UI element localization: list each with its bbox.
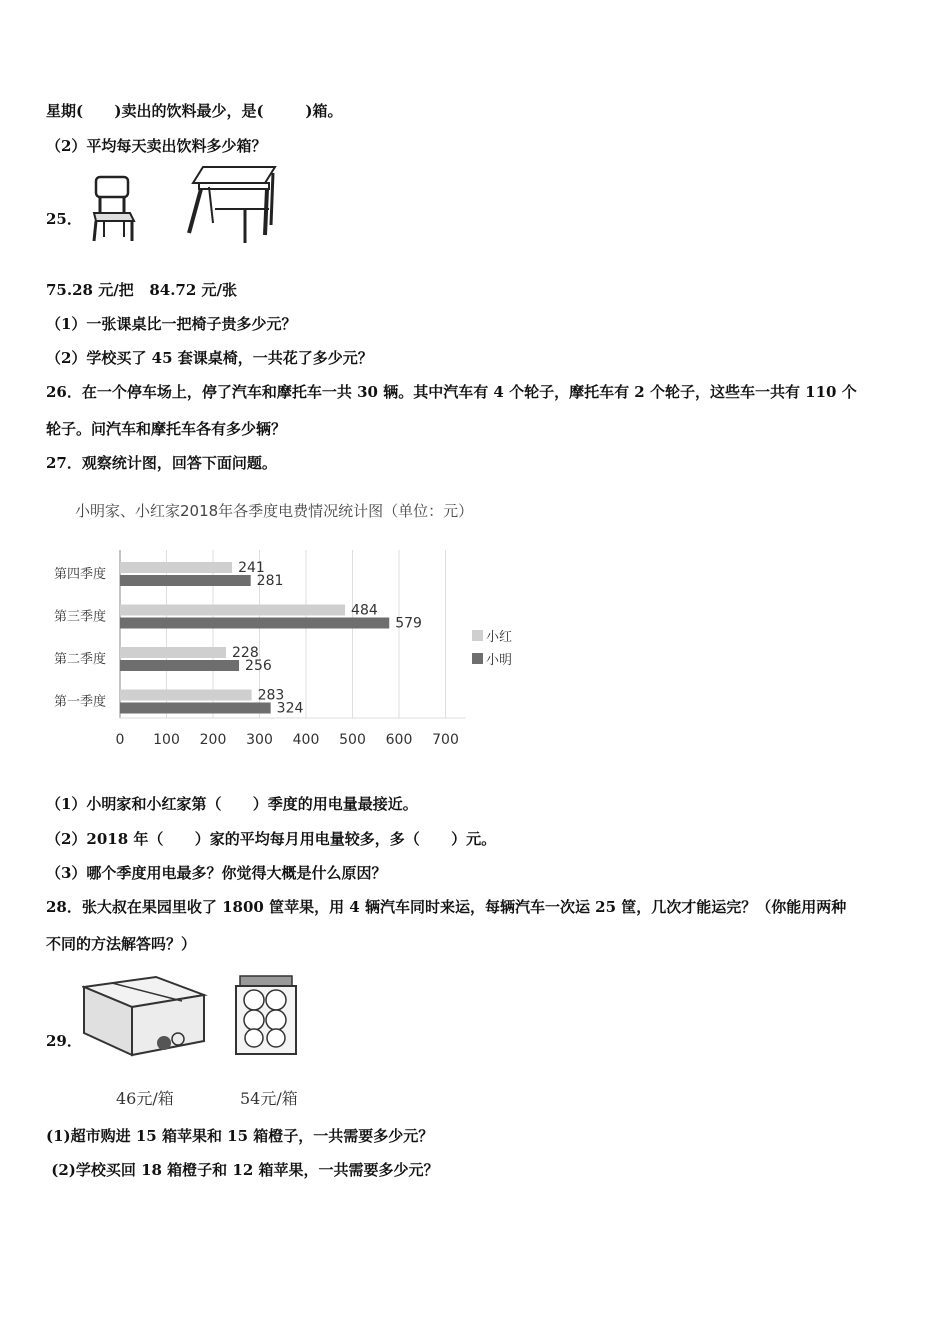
value-label: 484 — [351, 602, 378, 619]
x-tick-label: 0 — [115, 732, 125, 748]
orange-box-image — [234, 972, 298, 1060]
legend-label: 小明 — [486, 653, 513, 668]
bar-xiaoming — [120, 575, 251, 586]
x-tick-label: 100 — [153, 732, 180, 748]
apple-box-image — [82, 975, 208, 1060]
q25-prices: 75.28 元/把 84.72 元/张 — [46, 281, 238, 299]
q24-line-1: 星期( )卖出的饮料最少，是( )箱。 — [46, 102, 343, 120]
value-label: 579 — [395, 615, 422, 632]
value-label: 228 — [232, 645, 259, 661]
value-label: 324 — [276, 700, 304, 717]
q24-subquestion-2: （2）平均每天卖出饮料多少箱？ — [46, 137, 267, 155]
q28-line-1: 28．张大叔在果园里收了 1800 筐苹果，用 4 辆汽车同时来运，每辆汽车一次运 25 筐，几次才能运完？（你能用两种 — [46, 898, 847, 916]
x-tick-label: 200 — [199, 732, 227, 748]
chart-labels — [54, 560, 459, 748]
value-label: 283 — [257, 687, 285, 704]
q25-subquestion-1: （1）一张课桌比一把椅子贵多少元？ — [46, 315, 297, 333]
x-tick-label: 600 — [385, 732, 413, 748]
bar-xiaohong — [120, 605, 345, 616]
chart-bars — [120, 562, 389, 714]
bar-xiaohong — [120, 647, 226, 658]
q27-prompt: 27．观察统计图，回答下面问题。 — [46, 454, 277, 472]
value-label: 241 — [238, 560, 265, 576]
legend-label: 小红 — [486, 630, 513, 645]
legend-swatch — [472, 630, 483, 641]
category-label: 第一季度 — [54, 694, 107, 710]
q25-subquestion-2: （2）学校买了 45 套课桌椅，一共花了多少元？ — [46, 349, 373, 367]
q25-number: 25． — [46, 210, 82, 228]
apple-price: 46元/箱 — [116, 1089, 174, 1108]
chair-image — [88, 175, 138, 245]
q26-line-2: 轮子。问汽车和摩托车各有多少辆？ — [46, 420, 287, 438]
bar-xiaoming — [120, 618, 389, 629]
bar-xiaohong — [120, 690, 252, 701]
bar-chart — [40, 540, 560, 755]
category-label: 第三季度 — [54, 609, 107, 625]
bar-xiaohong — [120, 562, 232, 573]
x-tick-label: 500 — [339, 732, 366, 748]
chart-title: 小明家、小红家2018年各季度电费情况统计图（单位：元） — [75, 502, 474, 520]
q26-line-1: 26．在一个停车场上，停了汽车和摩托车一共 30 辆。其中汽车有 4 个轮子，摩托车有 2 个轮子，这些车一共有 110 个 — [46, 383, 857, 401]
q27-subquestion-1: （1）小明家和小红家第（ ）季度的用电量最接近。 — [46, 795, 418, 813]
desk-image — [185, 163, 280, 245]
category-label: 第二季度 — [54, 652, 107, 667]
bar-xiaoming — [120, 660, 239, 671]
orange-price: 54元/箱 — [240, 1089, 298, 1108]
q29-number: 29． — [46, 1032, 82, 1050]
chart-legend — [472, 630, 512, 668]
x-tick-label: 400 — [292, 732, 320, 748]
x-tick-label: 300 — [246, 732, 273, 748]
bar-xiaoming — [120, 703, 271, 714]
value-label: 281 — [256, 573, 284, 589]
legend-swatch — [472, 653, 483, 664]
q29-subquestion-2: (2)学校买回 18 箱橙子和 12 箱苹果，一共需要多少元？ — [46, 1161, 439, 1179]
category-label: 第四季度 — [54, 567, 107, 582]
x-tick-label: 700 — [432, 732, 459, 748]
q28-line-2: 不同的方法解答吗？） — [46, 935, 197, 953]
q27-subquestion-2: （2）2018 年（ ）家的平均每月用电量较多，多（ ）元。 — [46, 830, 497, 848]
value-label: 256 — [245, 658, 272, 674]
q27-subquestion-3: （3）哪个季度用电最多？你觉得大概是什么原因？ — [46, 864, 387, 882]
q29-subquestion-1: (1)超市购进 15 箱苹果和 15 箱橙子，一共需要多少元？ — [46, 1127, 434, 1145]
